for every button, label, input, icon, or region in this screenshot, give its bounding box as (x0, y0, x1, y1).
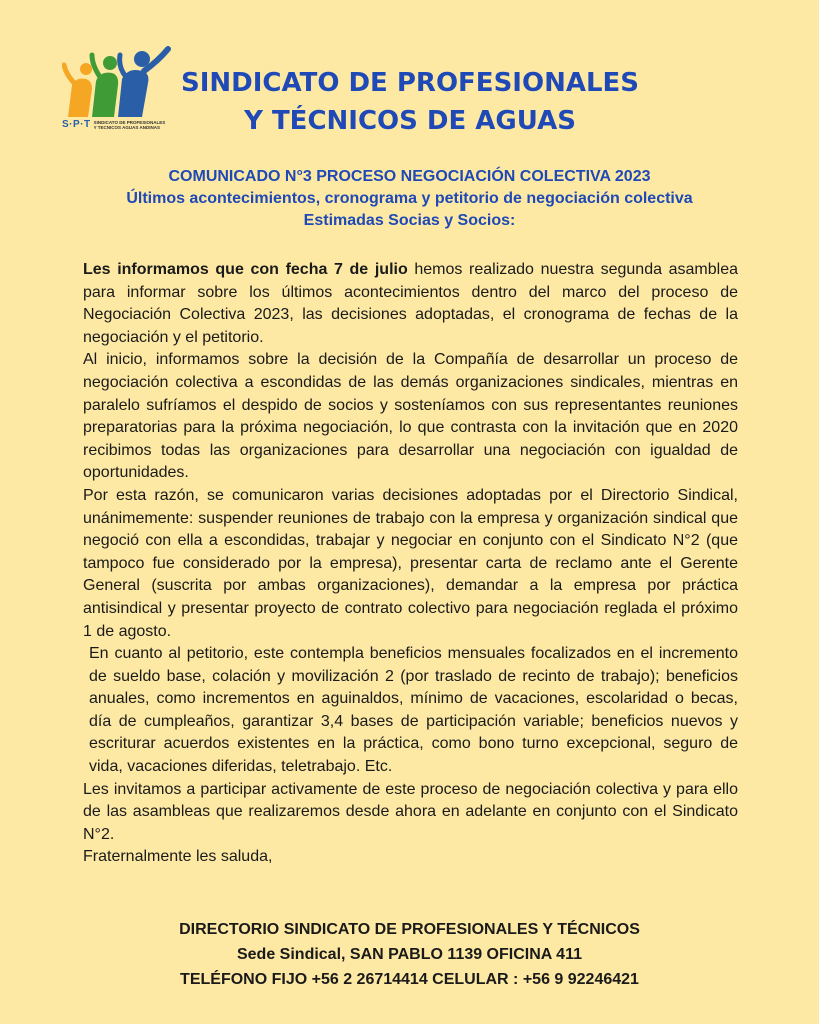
address-line: Sede Sindical, SAN PABLO 1139 OFICINA 411 (236, 946, 582, 963)
paragraph-1-bold: Les informamos que con fecha 7 de julio (83, 261, 408, 278)
logo-full-name (94, 120, 166, 130)
logo-name-line2: Y TECNICOS AGUAS ANDINAS (93, 124, 160, 130)
communique-heading (40, 166, 779, 232)
communique-subtitle: Últimos acontecimientos, cronograma y petitorio de negociación colectiva (126, 190, 693, 207)
closing: Fraternalmente les saluda, (83, 848, 273, 866)
paragraph-5: Les invitamos a participar activamente de este proceso de negociación colectiva y para ello de las asambleas que realizaremos desde ahora en adelante en conjunto con el Sindicato N°2. (83, 780, 738, 843)
salutation: Estimadas Socias y Socios: (303, 212, 516, 229)
signature-line: DIRECTORIO SINDICATO DE PROFESIONALES Y TÉCNICOS (179, 921, 640, 938)
people-figures-logo-icon (62, 45, 174, 120)
communique-title: COMUNICADO N°3 PROCESO NEGOCIACIÓN COLECTIVA 2023 (168, 168, 651, 185)
organization-title-line2: Y TÉCNICOS DE AGUAS (244, 106, 576, 136)
signature-block (40, 917, 779, 992)
organization-title (180, 64, 640, 140)
paragraph-1-text: hemos realizado nuestra segunda asamblea para informar sobre los últimos acontecimientos dentro del marco del proceso de Negociación Colectiva 2023, las decisiones adoptadas, el cronograma de fechas de la negociación y el petitorio. (83, 261, 738, 346)
phone-line: TELÉFONO FIJO +56 2 26714414 CELULAR : +56 9 92246421 (180, 971, 639, 988)
logo-name-line1: SINDICATO DE PROFESIONALES (93, 119, 166, 125)
logo-abbreviation: S·P·T (62, 119, 91, 130)
letter-body (83, 259, 738, 869)
union-logo (62, 45, 174, 135)
paragraph-4: En cuanto al petitorio, este contempla beneficios mensuales focalizados en el incremento de sueldo base, colación y movilización 2 (por traslado de recinto de trabajo); beneficios anuales, como incrementos en aguinaldos, mínimo de vacaciones, escolaridad o becas, día de cumpleaños, garantizar 3,4 bases de participación variable; beneficios nuevos y escriturar acuerdos existentes en la práctica, como bono turno excepcional, seguro de vida, vacaciones diferidas, teletrabajo. Etc. (89, 645, 738, 776)
paragraph-1 (83, 259, 738, 349)
organization-title-line1: SINDICATO DE PROFESIONALES (180, 68, 640, 98)
header (0, 0, 819, 150)
paragraph-3: Por esta razón, se comunicaron varias decisiones adoptadas por el Directorio Sindical, unánimemente: suspender reuniones de trabajo con la empresa y organización sindical que negoció con ella a escondidas, trabajar y negociar en conjunto con el Sindicato N°2 (que tampoco fue considerado por la empresa), presentar carta de reclamo ante el Gerente General (suscrita por ambas organizaciones), demandar a la empresa por práctica antisindical y presentar proyecto de contrato colectivo para negociación reglada el próximo 1 de agosto. (83, 486, 738, 640)
logo-caption (62, 119, 174, 130)
paragraph-2: Al inicio, informamos sobre la decisión de la Compañía de desarrollar un proceso de negociación colectiva a escondidas de las demás organizaciones sindicales, mientras en paralelo sufríamos el despido de socios y sosteníamos con sus representantes reuniones preparatorias para la próxima negociación, lo que contrasta con la invitación que en 2020 recibimos todas las organizaciones para desarrollar una negociación con igualdad de oportunidades. (83, 351, 738, 482)
